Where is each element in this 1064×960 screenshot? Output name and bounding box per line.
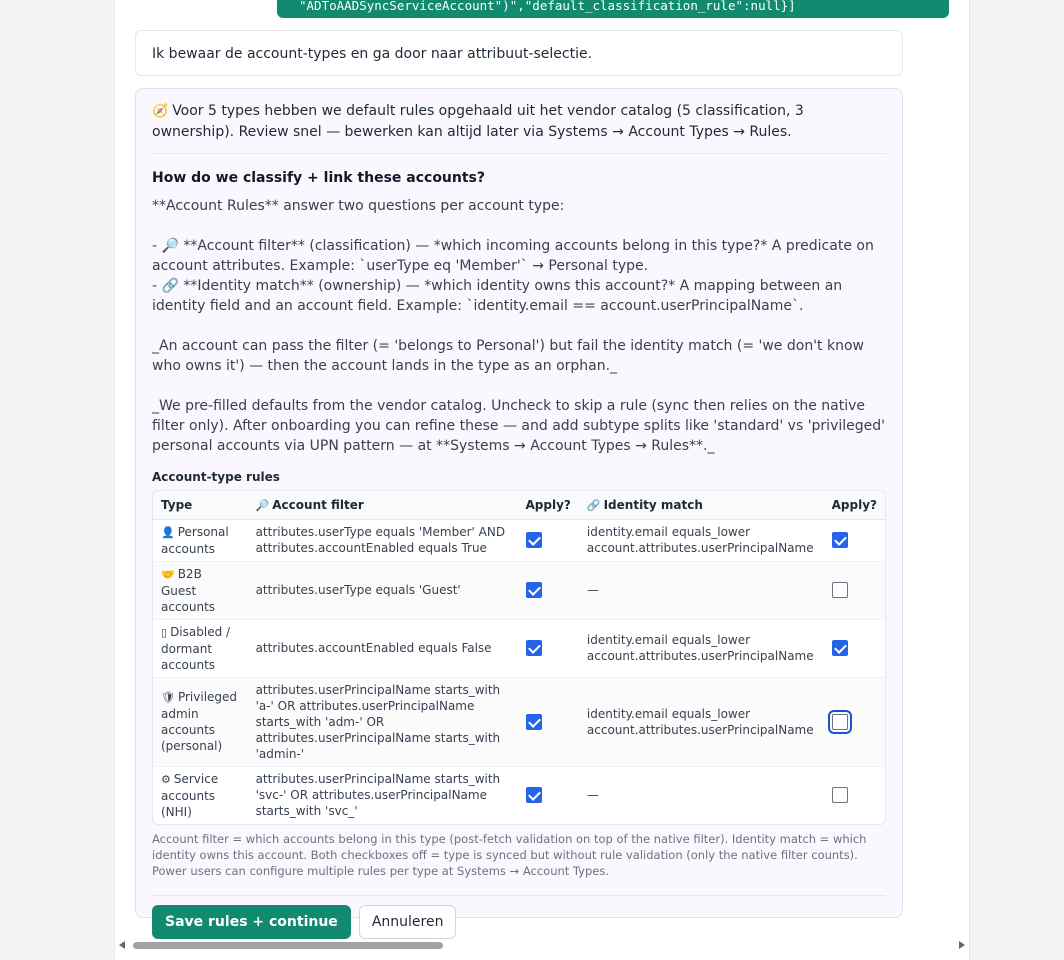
type-label: Disabled / dormant accounts: [161, 624, 231, 672]
apply-filter-checkbox[interactable]: [526, 640, 542, 656]
apply-match-cell: [824, 766, 885, 824]
horizontal-scrollbar[interactable]: [117, 938, 967, 952]
column-header-apply-filter: Apply?: [518, 491, 579, 519]
match-cell: identity.email equals_lower account.attributes.userPrincipalName: [579, 677, 824, 766]
apply-filter-cell: [518, 677, 579, 766]
apply-match-checkbox[interactable]: [832, 582, 848, 598]
rules-explanation: **Account Rules** answer two questions per account type: - 🔎 **Account filter** (classification) — *which incoming accounts belong in this type?* A predicate on account attributes. Example: `userType eq 'Member'` → Personal type. - 🔗 **Identity match** (ownership) — *which identity owns this account?* A mapping between an identity field and an account field. Example: `identity.email == account.userPrincipalName`. _An account can pass the filter (= 'belongs to Personal') but fail the identity match (= 'we don't know who owns it') — then the account lands in the type as an orphan._ _We pre-filled defaults from the vendor catalog. Uncheck to skip a rule (sync then relies on the native filter only). After onboarding you can refine these — and add subtype splits like 'standard' vs 'privileged' personal accounts via UPN pattern — at **Systems → Account Types → Rules**._: [152, 198, 885, 454]
gear-icon: ⚙: [161, 772, 171, 786]
table-row: [153, 519, 885, 561]
type-label: Privileged admin accounts (personal): [161, 690, 238, 753]
assistant-message-card: [135, 88, 903, 930]
apply-filter-checkbox[interactable]: [526, 582, 542, 598]
apply-match-checkbox[interactable]: [832, 532, 848, 548]
apply-match-cell: [824, 677, 885, 766]
apply-filter-cell: [518, 619, 579, 677]
apply-match-cell: [824, 519, 885, 561]
save-rules-button[interactable]: Save rules + continue: [152, 905, 351, 939]
table-row: [153, 561, 885, 619]
table-row: [153, 766, 885, 824]
apply-match-checkbox[interactable]: [832, 640, 848, 656]
apply-filter-checkbox[interactable]: [526, 714, 542, 730]
shield-icon: 🛡: [161, 691, 175, 704]
filter-cell: attributes.accountEnabled equals False: [248, 619, 518, 677]
apply-filter-cell: [518, 766, 579, 824]
handshake-icon: 🤝: [161, 567, 175, 581]
match-cell: identity.email equals_lower account.attributes.userPrincipalName: [579, 519, 824, 561]
column-header-filter-label: Account filter: [272, 497, 364, 512]
action-buttons: [152, 905, 886, 939]
table-title: Account-type rules: [152, 470, 280, 484]
apply-match-checkbox[interactable]: [832, 787, 848, 803]
intro-text: Voor 5 types hebben we default rules opgehaald uit het vendor catalog (5 classification, 3 ownership). Review snel — bewerken kan altijd later via Systems → Account Types → Rules.: [152, 103, 804, 140]
table-footnote: Account filter = which accounts belong in this type (post-fetch validation on top of the native filter). Identity match = which identity owns this account. Both checkboxes off = type is synced but without rule validation (only the native filter counts). Power users can configure multiple rules per type at Systems → Account Types.: [152, 831, 867, 878]
filter-cell: attributes.userType equals 'Member' AND attributes.accountEnabled equals True: [248, 519, 518, 561]
column-header-match-label: Identity match: [603, 497, 703, 512]
type-cell: [153, 519, 248, 561]
type-label: B2B Guest accounts: [161, 566, 216, 614]
column-header-type: Type: [153, 491, 248, 519]
match-cell: —: [586, 788, 599, 802]
apply-match-cell: [824, 619, 885, 677]
filter-cell: attributes.userType equals 'Guest': [248, 561, 518, 619]
apply-filter-checkbox[interactable]: [526, 532, 542, 548]
magnifier-icon: 🔎: [255, 498, 270, 512]
intro-text-block: [152, 101, 886, 142]
compass-icon: 🧭: [152, 104, 169, 119]
scrollbar-thumb[interactable]: [133, 942, 443, 949]
column-header-apply-match: Apply?: [824, 491, 885, 519]
disabled-icon: ▯: [161, 625, 168, 639]
filter-cell: attributes.userPrincipalName starts_with 'svc-' OR attributes.userPrincipalName starts_with 'svc_': [255, 772, 501, 818]
filter-cell: attributes.userPrincipalName starts_with 'a-' OR attributes.userPrincipalName starts_with 'adm-' OR attributes.userPrincipalName starts_with 'admin-': [248, 677, 518, 766]
code-message-text: "ADToAADSyncServiceAccount")","default_classification_rule":null}]: [299, 0, 796, 13]
divider: [152, 153, 886, 154]
match-cell: identity.email equals_lower account.attributes.userPrincipalName: [579, 619, 824, 677]
table-row: [153, 677, 885, 766]
column-header-match: [579, 491, 824, 519]
link-icon: 🔗: [586, 498, 601, 512]
apply-filter-checkbox[interactable]: [526, 787, 542, 803]
apply-match-checkbox[interactable]: [832, 714, 848, 730]
cancel-button[interactable]: Annuleren: [359, 905, 457, 939]
scroll-left-arrow-icon[interactable]: [119, 941, 125, 949]
type-label: Personal accounts: [161, 524, 229, 556]
column-header-filter: [248, 491, 518, 519]
divider: [152, 895, 886, 896]
type-label: Service accounts (NHI): [161, 771, 219, 819]
apply-filter-cell: [518, 561, 579, 619]
table-header-row: [153, 491, 885, 519]
rules-table: [152, 490, 886, 825]
scroll-right-arrow-icon[interactable]: [959, 941, 965, 949]
type-cell: [153, 766, 248, 824]
match-cell: —: [579, 561, 824, 619]
apply-filter-cell: [518, 519, 579, 561]
table-row: [153, 619, 885, 677]
type-cell: [153, 677, 248, 766]
type-cell: [153, 619, 248, 677]
code-message-bubble: [277, 0, 949, 18]
user-message: Ik bewaar de account-types en ga door naar attribuut-selectie.: [135, 30, 903, 76]
question-title: How do we classify + link these accounts?: [152, 170, 486, 186]
person-icon: 👤: [161, 525, 175, 539]
type-cell: [153, 561, 248, 619]
apply-match-cell: [824, 561, 885, 619]
